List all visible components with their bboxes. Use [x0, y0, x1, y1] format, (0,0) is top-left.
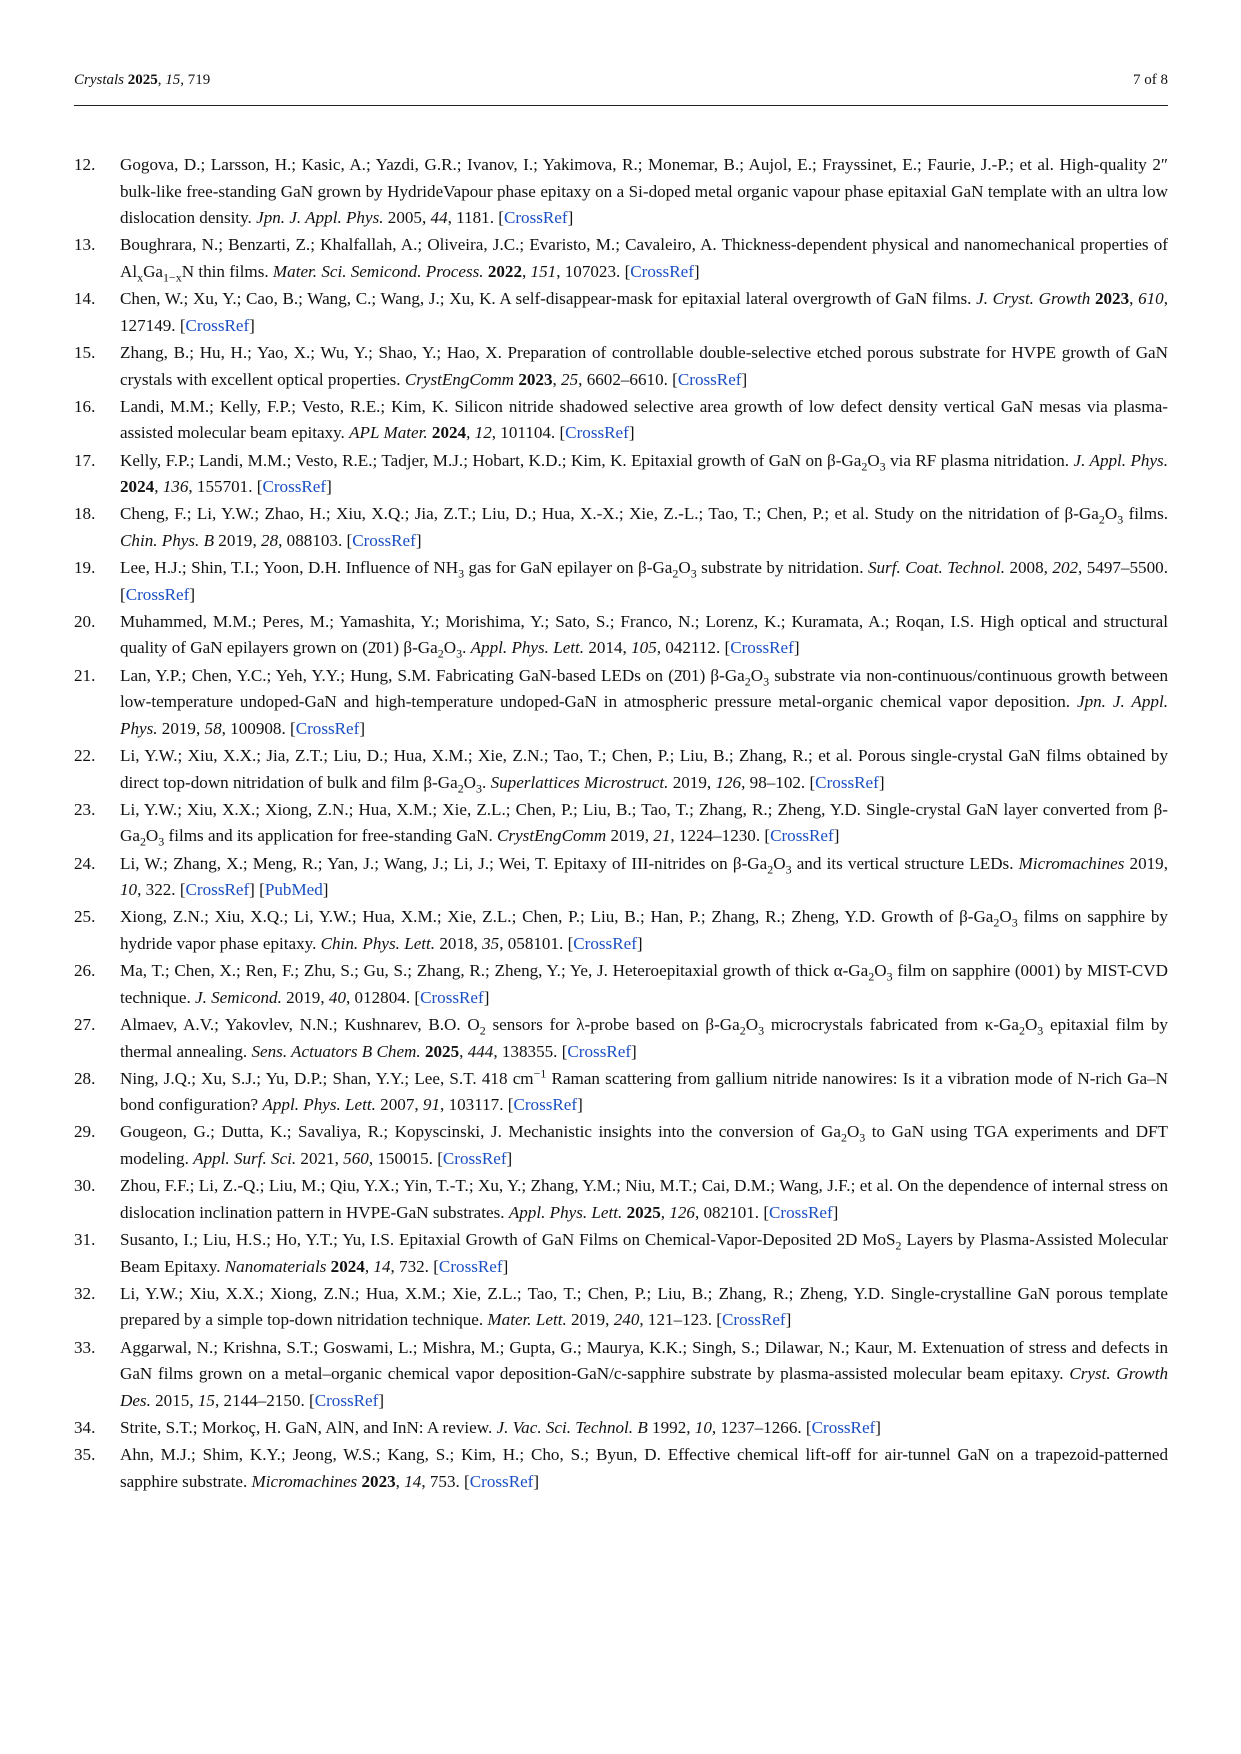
reference-item: [74, 152, 1168, 232]
reference-number: 25.: [74, 907, 96, 927]
reference-text: Cheng, F.; Li, Y.W.; Zhao, H.; Xiu, X.Q.; Jia, Z.T.; Liu, D.; Hua, X.-X.; Xie, Z.-L.; Tao, T.; Chen, P.; et al. Study on the nitridation of $\beta-Ga_2O_3$ films. Chin. Phys. B 2019, 28, 088103. [CrossRef]: [120, 504, 1168, 550]
reference-text: Lan, Y.P.; Chen, Y.C.; Yeh, Y.Y.; Hung, S.M. Fabricating GaN-based LEDs on (2̄01) $\beta-Ga_2O_3$ substrate via non-continuous/continuous growth between low-temperature undoped-GaN and high-temperature undoped-GaN in atmospheric pressure metal-organic chemical vapor deposition. Jpn. J. Appl. Phys. 2019, 58, 100908. [CrossRef]: [120, 665, 1168, 738]
reference-number: 15.: [74, 342, 96, 362]
journal-citation: Crystals 2025, 15, 719: [74, 72, 211, 88]
crossref-link[interactable]: CrossRef: [420, 987, 484, 1007]
crossref-link[interactable]: CrossRef: [295, 718, 360, 738]
reference-item: [74, 286, 1168, 339]
reference-item: [74, 555, 1168, 608]
reference-number: 13.: [74, 235, 96, 255]
reference-text: Li, Y.W.; Xiu, X.X.; Jia, Z.T.; Liu, D.; Hua, X.M.; Xie, Z.N.; Tao, T.; Chen, P.; Liu, B.; Zhang, R.; et al. Porous single-crystal GaN films obtained by direct top-down nitridation of bulk and film $\beta-Ga_2O_3$. Superlattices Microstruct. 2019, 126, 98–102. [CrossRef]: [120, 746, 1168, 795]
reference-number: 35.: [74, 1445, 96, 1465]
reference-text: Susanto, I.; Liu, H.S.; Ho, Y.T.; Yu, I.S. Epitaxial Growth of GaN Films on Chemical-Vapor-Deposited 2D MoS$_2$ Layers by Plasma-Assisted Molecular Beam Epitaxy. Nanomaterials 2024, 14, 732. [CrossRef]: [120, 1230, 1168, 1276]
page-header: [74, 72, 1168, 96]
reference-number: 28.: [74, 1068, 96, 1088]
reference-list: [74, 152, 1168, 1496]
reference-item: [74, 394, 1168, 447]
reference-number: 29.: [74, 1122, 96, 1142]
reference-item: [74, 851, 1168, 904]
reference-number: 16.: [74, 396, 96, 416]
reference-text: Muhammed, M.M.; Peres, M.; Yamashita, Y.; Morishima, Y.; Sato, S.; Franco, N.; Lorenz, K.; Kuramata, A.; Roqan, I.S. High optical and structural quality of GaN epilayers grown on (2̄01) $\beta-Ga_2O_3$. Appl. Phys. Lett. 2014, 105, 042112. [CrossRef]: [120, 611, 1168, 661]
reference-text: Ning, J.Q.; Xu, S.J.; Yu, D.P.; Shan, Y.Y.; Lee, S.T. 418 $cm^{-1}$ Raman scattering from gallium nitride nanowires: Is it a vibration mode of N-rich Ga–N bond configuration? Appl. Phys. Lett. 2007, 91, 103117. [CrossRef]: [120, 1066, 1168, 1115]
crossref-link[interactable]: CrossRef: [503, 208, 568, 228]
reference-text: Ahn, M.J.; Shim, K.Y.; Jeong, W.S.; Kang, S.; Kim, H.; Cho, S.; Byun, D. Effective chemical lift-off for air-tunnel GaN on a trapezoid-patterned sapphire substrate. Micromachines 2023, 14, 753. [CrossRef]: [120, 1445, 1168, 1491]
reference-text: Landi, M.M.; Kelly, F.P.; Vesto, R.E.; Kim, K. Silicon nitride shadowed selective area growth of low defect density vertical GaN mesas via plasma-assisted molecular beam epitaxy. APL Mater. 2024, 12, 101104. [CrossRef]: [120, 396, 1168, 443]
crossref-link[interactable]: CrossRef: [438, 1256, 503, 1276]
reference-text: Strite, S.T.; Morkoç, H. GaN, AlN, and InN: A review. J. Vac. Sci. Technol. B 1992, 10, 1237–1266. [CrossRef]: [120, 1417, 881, 1437]
reference-text: Almaev, A.V.; Yakovlev, N.N.; Kushnarev, B.O. $O_2$ sensors for λ-probe based on $\beta-Ga_2O_3$ microcrystals fabricated from $\kappa-Ga_2O_3$ epitaxial film by thermal annealing. Sens. Actuators B Chem. 2025, 444, 138355. [CrossRef]: [120, 1014, 1168, 1061]
crossref-link[interactable]: CrossRef: [565, 423, 629, 443]
reference-item: [74, 1119, 1168, 1172]
reference-item: [74, 663, 1168, 743]
crossref-link[interactable]: CrossRef: [677, 369, 742, 389]
reference-number: 34.: [74, 1417, 96, 1437]
reference-text: Li, W.; Zhang, X.; Meng, R.; Yan, J.; Wang, J.; Li, J.; Wei, T. Epitaxy of III-nitrides on $\beta-Ga_2O_3$ and its vertical structure LEDs. Micromachines 2019, 10, 322. [CrossRef] [PubMed]: [120, 853, 1168, 900]
crossref-link[interactable]: CrossRef: [630, 261, 694, 281]
crossref-link[interactable]: CrossRef: [352, 530, 416, 550]
pubmed-link[interactable]: PubMed: [264, 880, 323, 900]
reference-text: Li, Y.W.; Xiu, X.X.; Xiong, Z.N.; Hua, X.M.; Xie, Z.L.; Tao, T.; Chen, P.; Liu, B.; Zhang, R.; Zheng, Y.D. Single-crystalline GaN porous template prepared by a simple top-down nitridation technique. Mater. Lett. 2019, 240, 121–123. [CrossRef]: [120, 1283, 1168, 1330]
reference-text: Boughrara, N.; Benzarti, Z.; Khalfallah, A.; Oliveira, J.C.; Evaristo, M.; Cavaleiro, A. Thickness-dependent physical and nanomechanical properties of $Al_xGa_{1-x}N$ thin films. Mater. Sci. Semicond. Process. 2022, 151, 107023. [CrossRef]: [120, 235, 1168, 285]
crossref-link[interactable]: CrossRef: [513, 1095, 578, 1115]
reference-text: Zhou, F.F.; Li, Z.-Q.; Liu, M.; Qiu, Y.X.; Yin, T.-T.; Xu, Y.; Zhang, Y.M.; Niu, M.T.; Cai, D.M.; Wang, J.F.; et al. On the dependence of internal stress on dislocation inclination pattern in HVPE-GaN substrates. Appl. Phys. Lett. 2025, 126, 082101. [CrossRef]: [120, 1176, 1168, 1222]
reference-item: [74, 1012, 1168, 1065]
reference-item: [74, 797, 1168, 850]
crossref-link[interactable]: CrossRef: [125, 584, 190, 604]
reference-text: Lee, H.J.; Shin, T.I.; Yoon, D.H. Influence of $NH_3$ gas for GaN epilayer on $\beta-Ga_2O_3$ substrate by nitridation. Surf. Coat. Technol. 2008, 202, 5497–5500. [CrossRef]: [120, 558, 1168, 604]
reference-text: Zhang, B.; Hu, H.; Yao, X.; Wu, Y.; Shao, Y.; Hao, X. Preparation of controllable double-selective etched porous substrate for HVPE growth of GaN crystals with excellent optical properties. CrystEngComm 2023, 25, 6602–6610. [CrossRef]: [120, 342, 1168, 389]
crossref-link[interactable]: CrossRef: [770, 826, 834, 846]
reference-item: [74, 609, 1168, 662]
reference-item: [74, 1066, 1168, 1119]
crossref-link[interactable]: CrossRef: [262, 477, 327, 497]
reference-number: 20.: [74, 611, 96, 631]
reference-item: [74, 501, 1168, 554]
reference-number: 21.: [74, 665, 96, 685]
reference-number: 23.: [74, 799, 96, 819]
reference-item: [74, 1281, 1168, 1334]
reference-number: 17.: [74, 450, 96, 470]
reference-text: Kelly, F.P.; Landi, M.M.; Vesto, R.E.; Tadjer, M.J.; Hobart, K.D.; Kim, K. Epitaxial growth of GaN on $\beta-Ga_2O_3$ via RF plasma nitridation. J. Appl. Phys. 2024, 136, 155701. [CrossRef]: [120, 450, 1168, 497]
reference-number: 24.: [74, 853, 96, 873]
crossref-link[interactable]: CrossRef: [815, 772, 879, 792]
reference-item: [74, 232, 1168, 285]
reference-text: Xiong, Z.N.; Xiu, X.Q.; Li, Y.W.; Hua, X.M.; Xie, Z.L.; Chen, P.; Liu, B.; Han, P.; Zhang, R.; Zheng, Y.D. Growth of $\beta-Ga_2O_3$ films on sapphire by hydride vapor phase epitaxy. Chin. Phys. Lett. 2018, 35, 058101. [CrossRef]: [120, 907, 1168, 953]
reference-number: 18.: [74, 504, 96, 524]
reference-item: [74, 743, 1168, 796]
crossref-link[interactable]: CrossRef: [573, 933, 637, 953]
reference-item: [74, 448, 1168, 501]
reference-text: Aggarwal, N.; Krishna, S.T.; Goswami, L.; Mishra, M.; Gupta, G.; Maurya, K.K.; Singh, S.; Dilawar, N.; Kaur, M. Extenuation of stress and defects in GaN films grown on a metal–organic chemical vapor deposition-GaN/c-sapphire substrate by plasma-assisted molecular beam epitaxy. Cryst. Growth Des. 2015, 15, 2144–2150. [CrossRef]: [120, 1337, 1168, 1410]
reference-item: [74, 1173, 1168, 1226]
crossref-link[interactable]: CrossRef: [185, 315, 250, 335]
reference-item: [74, 958, 1168, 1011]
reference-number: 31.: [74, 1230, 96, 1250]
reference-number: 22.: [74, 746, 96, 765]
crossref-link[interactable]: CrossRef: [769, 1202, 833, 1222]
crossref-link[interactable]: CrossRef: [730, 638, 794, 658]
reference-number: 19.: [74, 558, 96, 578]
crossref-link[interactable]: CrossRef: [811, 1417, 876, 1437]
reference-number: 33.: [74, 1337, 96, 1357]
crossref-link[interactable]: CrossRef: [185, 880, 250, 900]
reference-item: [74, 1442, 1168, 1495]
reference-item: [74, 904, 1168, 957]
reference-text: Gogova, D.; Larsson, H.; Kasic, A.; Yazdi, G.R.; Ivanov, I.; Yakimova, R.; Monemar, B.; Aujol, E.; Frayssinet, E.; Faurie, J.-P.; et al. High-quality 2″ bulk-like free-standing GaN grown by HydrideVapour phase epitaxy on a Si-doped metal organic vapour phase epitaxial GaN template with an ultra low dislocation density. Jpn. J. Appl. Phys. 2005, 44, 1181. [CrossRef]: [120, 155, 1168, 228]
reference-text: Li, Y.W.; Xiu, X.X.; Xiong, Z.N.; Hua, X.M.; Xie, Z.L.; Chen, P.; Liu, B.; Tao, T.; Zhang, R.; Zheng, Y.D. Single-crystal GaN layer converted from $\beta-Ga_2O_3$ films and its application for free-standing GaN. CrystEngComm 2019, 21, 1224–1230. [CrossRef]: [120, 799, 1168, 849]
reference-number: 32.: [74, 1283, 96, 1303]
reference-text: Gougeon, G.; Dutta, K.; Savaliya, R.; Kopyscinski, J. Mechanistic insights into the conversion of $Ga_2O_3$ to GaN using TGA experiments and DFT modeling. Appl. Surf. Sci. 2021, 560, 150015. [CrossRef]: [120, 1122, 1168, 1169]
reference-item: [74, 1335, 1168, 1415]
reference-item: [74, 1415, 1168, 1442]
crossref-link[interactable]: CrossRef: [567, 1041, 632, 1061]
crossref-link[interactable]: CrossRef: [722, 1310, 786, 1330]
crossref-link[interactable]: CrossRef: [469, 1471, 534, 1491]
reference-number: 30.: [74, 1176, 96, 1196]
reference-text: Ma, T.; Chen, X.; Ren, F.; Zhu, S.; Gu, S.; Zhang, R.; Zheng, Y.; Ye, J. Heteroepitaxial growth of thick $\alpha-Ga_2O_3$ film on sapphire (0001) by MIST-CVD technique. J. Semicond. 2019, 40, 012804. [CrossRef]: [120, 961, 1168, 1007]
reference-text: Chen, W.; Xu, Y.; Cao, B.; Wang, C.; Wang, J.; Xu, K. A self-disappear-mask for epitaxial lateral overgrowth of GaN films. J. Cryst. Growth 2023, 610, 127149. [CrossRef]: [120, 289, 1168, 335]
reference-number: 26.: [74, 961, 96, 981]
reference-item: [74, 340, 1168, 393]
crossref-link[interactable]: CrossRef: [314, 1390, 379, 1410]
reference-item: [74, 1227, 1168, 1280]
reference-number: 14.: [74, 289, 96, 309]
reference-number: 27.: [74, 1014, 96, 1034]
crossref-link[interactable]: CrossRef: [442, 1149, 507, 1169]
page-number: 7 of 8: [1133, 72, 1168, 88]
header-rule: [74, 105, 1168, 106]
reference-number: 12.: [74, 155, 96, 174]
